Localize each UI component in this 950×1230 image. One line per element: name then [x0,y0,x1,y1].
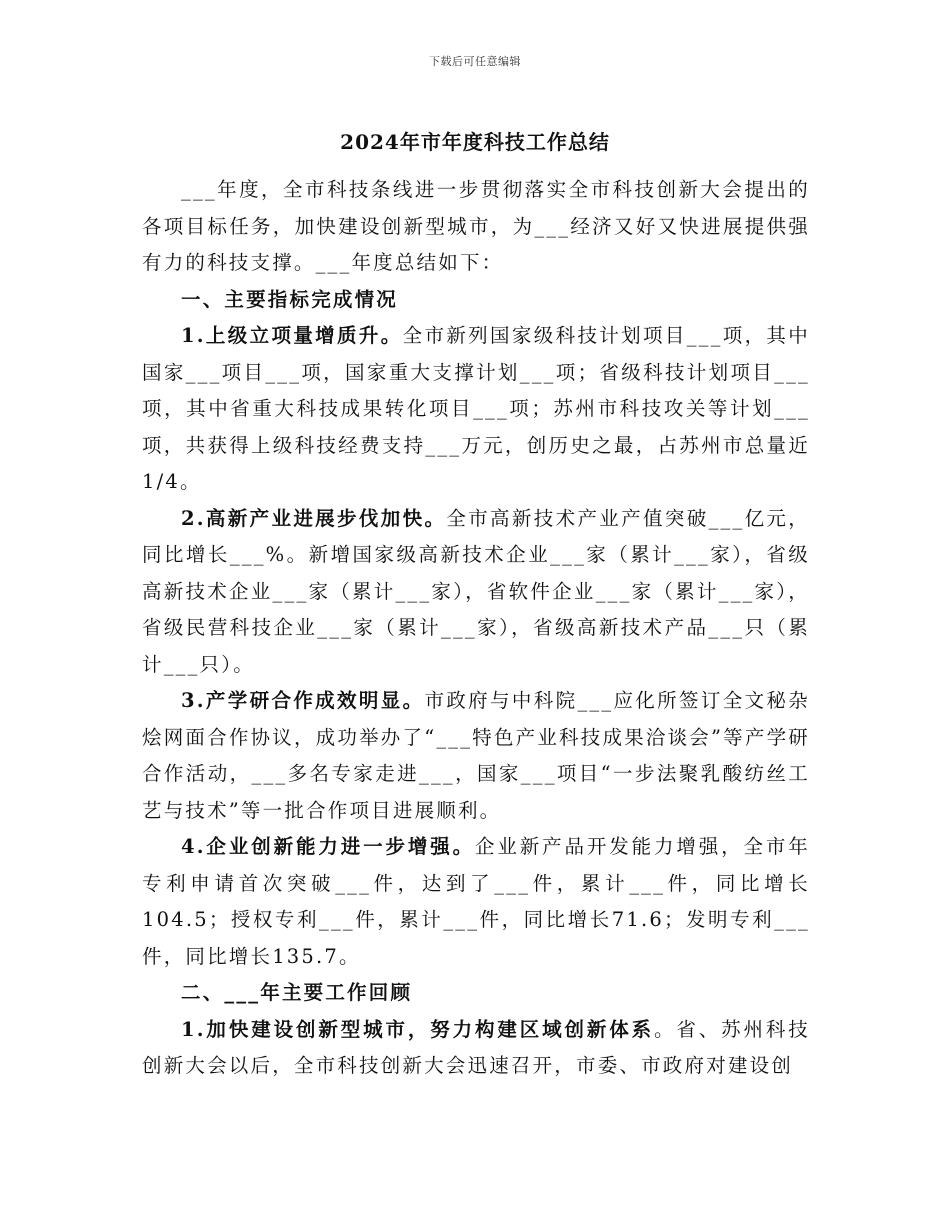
section-2-item-1 [142,1012,810,1085]
intro-paragraph: ___年度，全市科技条线进一步贯彻落实全市科技创新大会提出的各项目标任务，加快建设创新型城市，为___经济又好又快进展提供强有力的科技支撑。___年度总结如下： [142,178,810,274]
item-lead: 4.企业创新能力进一步增强。 [181,835,475,858]
section-1-heading: 一、主要指标完成情况 [181,287,399,311]
item-lead: 1.加快建设创新型城市，努力构建区域创新体系 [181,1017,655,1041]
item-text: 全市新列国家级科技计划项目___项，其中国家___项目___项，国家重大支撑计划___项；省级科技计划项目___项，其中省重大科技成果转化项目___项；苏州市科技攻关等计划___项，共获得上级科技经费支持___万元，创历史之最，占苏州市总量近1/4。 [142,324,810,493]
section-2-heading: 二、___年主要工作回顾 [181,981,413,1004]
section-1-item-3 [142,683,810,829]
item-lead: 2.高新产业进展步伐加快。 [181,506,447,530]
item-lead: 1.上级立项量增质升。 [181,324,403,347]
header-note: 下载后可任意编辑 [429,55,521,68]
section-1-item-1 [142,318,810,501]
item-lead: 3.产学研合作成效明显。 [181,689,425,712]
document-title: 2024年市年度科技工作总结 [340,130,610,154]
item-text: 全市高新技术产业产值突破___亿元，同比增长___%。新增国家级高新技术企业___家（累计___家），省级高新技术企业___家（累计___家），省软件企业___家（累计___家），省级民营科技企业___家（累计___家），省级高新技术产品___只（累计___只）。 [142,506,810,676]
item-text: 。省、苏州科技创新大会以后，全市科技创新大会迅速召开，市委、市政府对建设创 [142,1017,810,1077]
section-1-item-2 [142,501,810,684]
document-body [142,172,810,1085]
item-text: 市政府与中科院___应化所签订全文秘杂烩网面合作协议，成功举办了“___特色产业科技成果洽谈会”等产学研合作活动，___多名专家走进___，国家___项目“一步法聚乳酸纺丝工艺与技术”等一批合作项目进展顺利。 [142,689,810,822]
item-text: 企业新产品开发能力增强，全市年专利申请首次突破___件，达到了___件，累计___件，同比增长104.5；授权专利___件，累计___件，同比增长71.6；发明专利___件，同比增长135.7。 [142,835,810,968]
section-1-item-4 [142,829,810,975]
